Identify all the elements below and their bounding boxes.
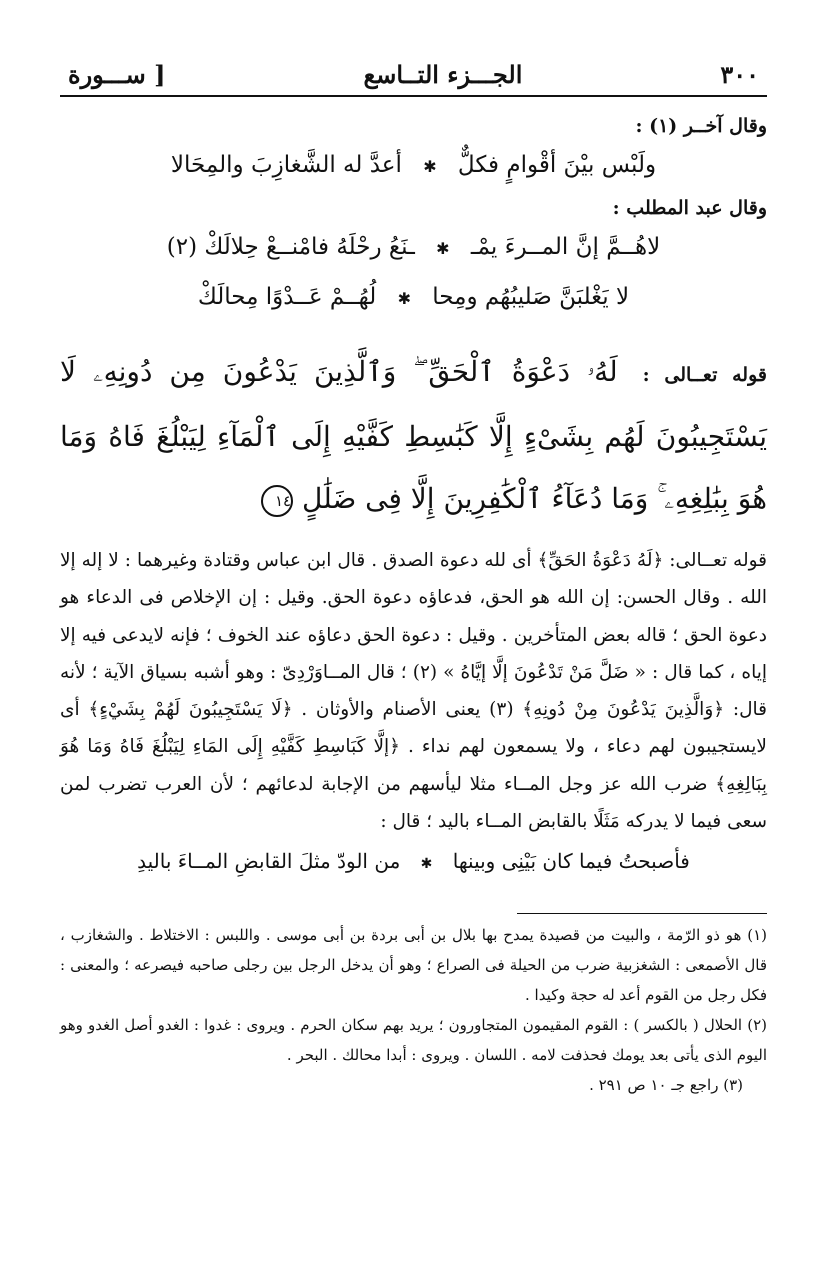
footnote-divider xyxy=(517,913,767,914)
footnote: (١) هو ذو الرّمة ، والبيت من قصيدة يمدح بها بلال بن أبى بردة بن أبى موسى . واللبس : الاختلاط . والشغازب ، قال الأصمعى : الشغزبية ضرب من الحيلة فى الصراع ؛ وهو أن يدخل الرجل بين رجلى صاحبه فيصرعه ؛ والمعنى : فكل رجل من القوم أعد له حجة وكيدا . xyxy=(60,926,767,1005)
commentary xyxy=(60,542,767,840)
running-header xyxy=(60,60,767,97)
star-separator-icon: ✱ xyxy=(420,856,433,873)
poem-line xyxy=(60,227,767,269)
star-separator-icon: ✱ xyxy=(397,289,411,308)
ayah-number-badge: ١٤ xyxy=(261,485,293,517)
poem-line xyxy=(60,277,767,319)
intro-another-poet: وقال آخــر (١) : xyxy=(635,115,767,137)
star-separator-icon: ✱ xyxy=(436,239,450,258)
poem-hemistich-left: لُهُــمْ عَــدْوًا مِحالَكْ xyxy=(197,284,377,310)
page-number: ٣٠٠ xyxy=(720,60,759,89)
part-title: الجـــزء التــاسع xyxy=(363,60,523,89)
quran-lead: قوله تعــالى : xyxy=(642,364,767,386)
footnote: (٢) الحلال ( بالكسر ) : القوم المقيمون المتجاورون ؛ يريد بهم سكان الحرم . ويروى : غدوا : الغدو أصل الغدو وهو اليوم الذى يأتى بعد يومك فحذفت لامه . اللسان . ويروى : أبدا محالك . البحر . xyxy=(60,1016,767,1065)
footnote-reference: (٣) راجع جـ ١٠ ص ٢٩١ . xyxy=(589,1076,743,1095)
poem-hemistich-left: ـنَعُ رحْلَهُ فامْنــعْ حِلالَكْ (٢) xyxy=(166,234,415,260)
poem-line xyxy=(60,145,767,187)
poem-hemistich-right: فأصبحتُ فيما كان بَيْنِى وبينها xyxy=(452,849,690,874)
book-page xyxy=(60,60,767,1100)
star-separator-icon: ✱ xyxy=(423,157,437,176)
poem-hemistich-left: أعدَّ له الشَّغازِبَ والمِحَالا xyxy=(170,152,402,178)
commentary-paragraph: قوله تعــالى: ﴿لَهُ دَعْوَةُ الحَقِّ﴾ أى لله دعوة الصدق . قال ابن عباس وقتادة وغيرهما : لا إله إلا الله . وقال الحسن: إن الله هو الحق، فدعاؤه دعوة الحق. وقيل : إن الإخلاص فى الدعاء هو دعوة الحق ؛ قاله بعض المتأخرين . وقيل : دعوة الحق دعاؤه عند الخوف ؛ فإنه لايدعى فيه إلا إياه ، كما قال : « ضَلَّ مَنْ تَدْعُونَ إلَّا إيَّاهُ » (٢) ؛ قال المــاوَرْدِىّ : وهو أشبه بسياق الآية ؛ لأنه قال: ﴿وَالَّذِينَ يَدْعُونَ مِنْ دُونِهِ﴾ (٣) يعنى الأصنام والأوثان . ﴿لَا يَسْتَجِيبُونَ لَهُمْ بِشَيْءٍ﴾ أى لايستجيبون لهم دعاء ، ولا يسمعون لهم نداء . ﴿إلَّا كَبَاسِطِ كَفَّيْهِ إِلَى المَاءِ لِيَبْلُغَ فَاهُ وَمَا هُوَ بِبَالِغِهِ﴾ ضرب الله عز وجل المــاء مثلا ليأسهم من الإجابة لدعائهم ؛ لأن العرب تضرب لمن سعى فيما لا يدركه مَثَلًا بالقابض المــاء باليد ؛ قال : xyxy=(60,550,767,833)
quran-verse xyxy=(60,341,767,530)
intro-abd-al-muttalib: وقال عبد المطلب : xyxy=(612,197,767,219)
poem-hemistich-right: لا يَغْلبَنَّ صَليبُهُم ومِحا xyxy=(432,284,630,310)
quran-text: لَهُۥ دَعْوَةُ ٱلْحَقِّ ۖ وَٱلَّذِينَ يَدْعُونَ مِن دُونِهِۦ لَا يَسْتَجِيبُونَ لَهُم بِشَىْءٍ إِلَّا كَبَٰسِطِ كَفَّيْهِ إِلَى ٱلْمَآءِ لِيَبْلُغَ فَاهُ وَمَا هُوَ بِبَٰلِغِهِۦ ۚ وَمَا دُعَآءُ ٱلْكَٰفِرِينَ إِلَّا فِى ضَلَٰلٍ xyxy=(60,355,767,515)
poem-line xyxy=(60,842,767,883)
poem-hemistich-left: من الودّ مثلَ القابضِ المــاءَ باليدِ xyxy=(137,849,401,874)
poem-hemistich-right: لاهُــمَّ إنَّ المــرءَ يمْـ xyxy=(470,234,661,260)
poem-hemistich-right: ولَبْس بيْنَ أقْوامٍ فكلٌّ xyxy=(457,152,657,178)
surah-label: [ ســـورة xyxy=(68,60,166,89)
footnotes xyxy=(60,920,767,1100)
